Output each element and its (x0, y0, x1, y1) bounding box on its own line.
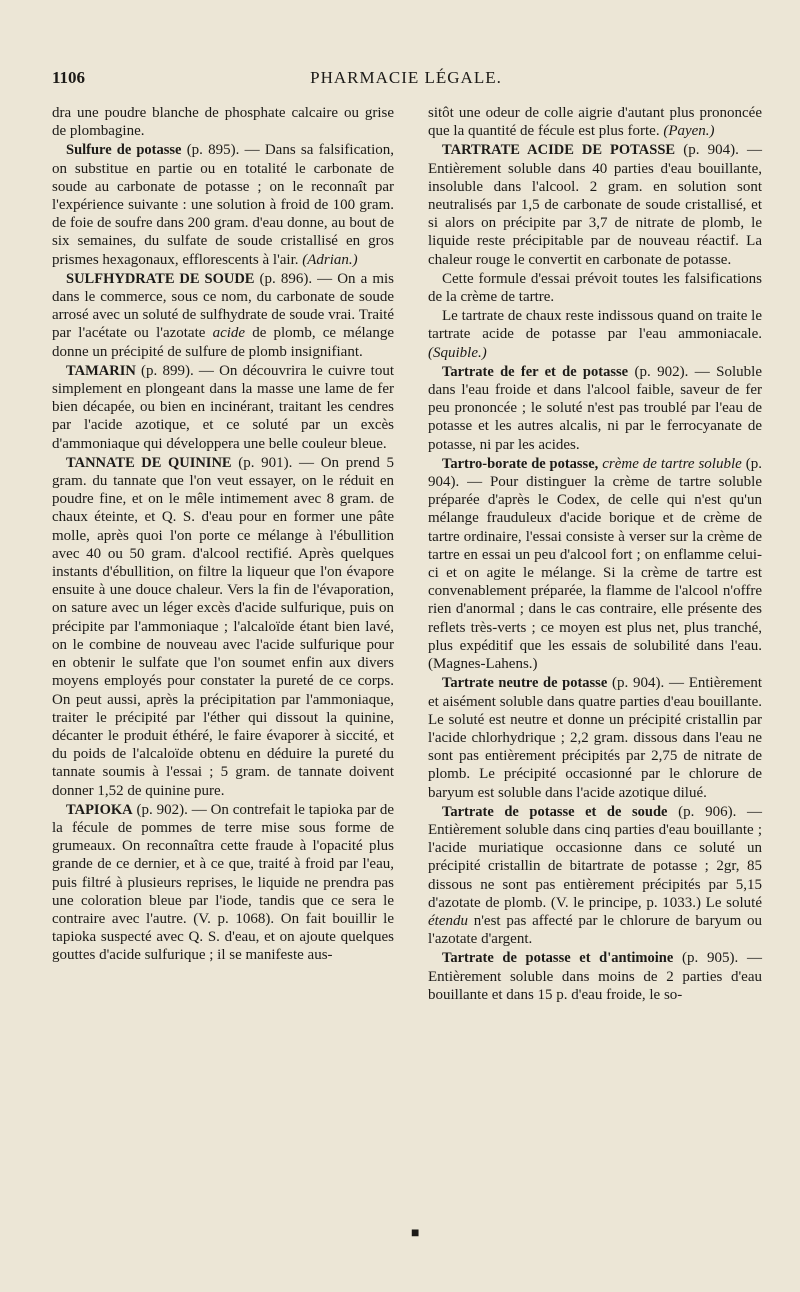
entry-text-cont: de plomb, ce mélange donne un précipité de sulfure de plomb insignifiant. (52, 325, 394, 360)
paragraph (428, 455, 762, 673)
entry-italic: acide (212, 325, 246, 342)
entry-heading: TAPIOKA (66, 801, 133, 818)
entry-heading: Tartrate de potasse et de soude (442, 803, 668, 820)
paragraph (52, 454, 394, 800)
entry-heading: Tartro-borate de potasse, (442, 455, 599, 472)
entry-text: (p. 901). — On prend 5 gram. du tannate que l'on veut essayer, on le réduit en poudre fine, et on le mêle intimement avec 8 gram. de chaux éteinte, et Q. S. d'eau pour en former une pâte molle, après quoi l'on porte ce mélange à l'ébullition avec 40 ou 50 gram. d'alcool rectifié. Après quelques instants d'ébullition, on filtre la liqueur que l'on évapore ensuite à une douce chaleur. Vers la fin de l'évaporation, on sature avec un léger excès d'acide sulfurique, puis on précipite par l'ammoniaque ; l'alcaloïde étant bien lavé, on le combine de nouveau avec l'acide sulfurique pour en obtenir le sulfate que l'on soumet enfin aux divers moyens employés pour constater la pureté de ce corps. On peut aussi, après la précipitation par l'ammoniaque, traiter le précipité par l'éther qui dissout la quinine, décanter le produit éthéré, le faire évaporer à siccité, et du poids de l'alcaloïde obtenu en déduire la pureté du tannate soumis à l'essai ; 5 gram. de tannate doivent donner 1,52 de quinine pure. (52, 454, 394, 799)
printer-mark: ■ (411, 1226, 420, 1241)
page-header (52, 68, 760, 94)
entry-heading: Tartrate neutre de potasse (442, 675, 608, 692)
entry-italic: étendu (428, 912, 468, 929)
paragraph (428, 363, 762, 454)
entry-heading: TANNATE DE QUININE (66, 454, 232, 471)
entry-text: Le tartrate de chaux reste indissous quand on traite le tartrate acide de potasse par l'eau ammoniacale. (428, 308, 762, 343)
entry-heading: TARTRATE ACIDE DE POTASSE (442, 142, 676, 159)
entry-text: (p. 906). — Entièrement soluble dans cinq parties d'eau bouillante ; l'acide muriatique occasionne dans ce soluté un précipité cristallin de bitartrate de potasse ; 2gr, 85 dissous ne sont pas entièrement précipités par 5,15 d'azotate de plomb. (V. le principe, p. 1033.) Le soluté (428, 803, 762, 911)
entry-text: (p. 904). — Entièrement et aisément soluble dans quatre parties d'eau bouillante. Le soluté est neutre et donne un précipité cristallin par l'acide chlorhydrique ; 2,2 gram. dissous dans l'eau ne sont pas entièrement précipités par 2,75 de nitrate de plomb. Le précipité occasionné par le chlorure de baryum est soluble dans l'acide azotique dilué. (428, 675, 763, 801)
entry-text: (p. 905). — Entièrement soluble dans moins de 2 parties d'eau bouillante et dans 15 p. d'eau froide, le so- (428, 950, 762, 1003)
paragraph (428, 307, 762, 362)
entry-heading: Tartrate de potasse et d'antimoine (442, 950, 674, 967)
entry-text-cont: n'est pas affecté par le chlorure de baryum ou l'azotate d'argent. (428, 912, 762, 948)
paragraph (428, 803, 762, 949)
right-column (428, 104, 762, 1004)
paragraph (52, 362, 394, 453)
entry-heading: SULFHYDRATE DE SOUDE (66, 270, 255, 287)
entry-text: (p. 902). — Soluble dans l'eau froide et dans l'alcool faible, saveur de fer peu prononcée ; le soluté n'est pas troublé par l'eau de potasse et les autres alcalis, ni par le ferrocyanate de potasse, ni par les acides. (428, 363, 763, 453)
entry-text: dra une poudre blanche de phosphate calcaire ou grise de plombagine. (52, 105, 394, 140)
paragraph (52, 801, 394, 965)
entry-text: (p. 904). — Entièrement soluble dans 40 parties d'eau bouillante, insoluble dans l'alcool. 2 gram. en solution sont neutralisés par 1,5 de carbonate de soude cristallisé, et si alors on précipite par 3,7 de nitrate de plomb, le liquide reste précipitable par de nouveau réactif. La chaleur rouge le convertit en carbonate de potasse. (428, 142, 762, 268)
entry-italic: (Squible.) (428, 344, 487, 361)
page-number: 1106 (52, 68, 86, 87)
entry-text: Cette formule d'essai prévoit toutes les falsifications de la crème de tartre. (428, 270, 762, 306)
entry-text: sitôt une odeur de colle aigrie d'autant plus prononcée que la quantité de fécule est plus forte. (428, 105, 762, 140)
paragraph (428, 949, 762, 1004)
entry-text: (p. 902). — On contrefait le tapioka par de la fécule de pommes de terre mise sous forme de grumeaux. On reconnaîtra cette fraude à l'opacité plus grande de ce dernier, et à ce que, traité à froid par l'eau, puis filtré à plusieurs reprises, le liquide ne prendra pas une coloration bleue par l'iode, tandis que ce sera le contraire avec l'autre. (V. p. 1068). On fait bouillir le tapioka suspecté avec Q. S. d'eau, et on ajoute quelques gouttes d'acide sulfurique ; il se manifeste aus- (52, 801, 394, 964)
entry-italic: (Payen.) (663, 123, 715, 140)
paragraph (428, 270, 762, 306)
entry-text-cont: (p. 904). — Pour distinguer la crème de tartre soluble préparée d'après le Codex, de celle qui n'est qu'un mélange frauduleux d'acide borique et de crème de tartre ordinaire, l'essai consiste à verser sur la crème de tartre en essai un peu d'alcool fort ; on enflamme celui-ci et on agite le mélange. Si la crème de tartre est convenablement préparée, la flamme de l'alcool n'offre rien d'anormal ; dans le cas contraire, elle présente des reflets très-verts ; ce moyen est plus net, plus tranché, plus expéditif que les essais de solubilité dans l'eau. (Magnes-Lahens.) (428, 455, 763, 673)
paragraph (428, 104, 762, 140)
entry-heading: Sulfure de potasse (66, 142, 182, 159)
entry-italic: (Adrian.) (302, 251, 358, 268)
paragraph (52, 141, 394, 268)
paragraph (52, 104, 394, 140)
entry-heading: TAMARIN (66, 362, 136, 379)
paragraph (428, 674, 762, 801)
running-title: PHARMACIE LÉGALE. (310, 68, 502, 87)
entry-italic: crème de tartre soluble (602, 455, 742, 472)
entry-text: (p. 899). — On découvrira le cuivre tout simplement en plongeant dans la masse une lame de fer bien décapée, ou bien en incinérant, traitant les cendres par l'acide azotique, et ce soluté par un excès d'ammoniaque qui développera une belle couleur bleue. (52, 362, 394, 452)
paragraph (428, 141, 762, 268)
entry-text: (p. 895). — Dans sa falsification, on substitue en partie ou en totalité le carbonate de soude au carbonate de potasse ; on le reconnaît par l'expérience suivante : une solution à froid de 100 gram. de foie de soufre dans 200 gram. d'eau donne, au bout de six semaines, du sulfate de soude cristallisé en gros prismes hexagonaux, efflorescents à l'air. (52, 142, 394, 268)
entry-text: (p. 896). — On a mis dans le commerce, sous ce nom, du carbonate de soude arrosé avec un soluté de sulfhydrate de soude vrai. Traité par l'acétate ou l'azotate (52, 270, 394, 342)
paragraph (52, 270, 394, 361)
entry-heading: Tartrate de fer et de potasse (442, 363, 629, 380)
left-column (52, 104, 394, 965)
